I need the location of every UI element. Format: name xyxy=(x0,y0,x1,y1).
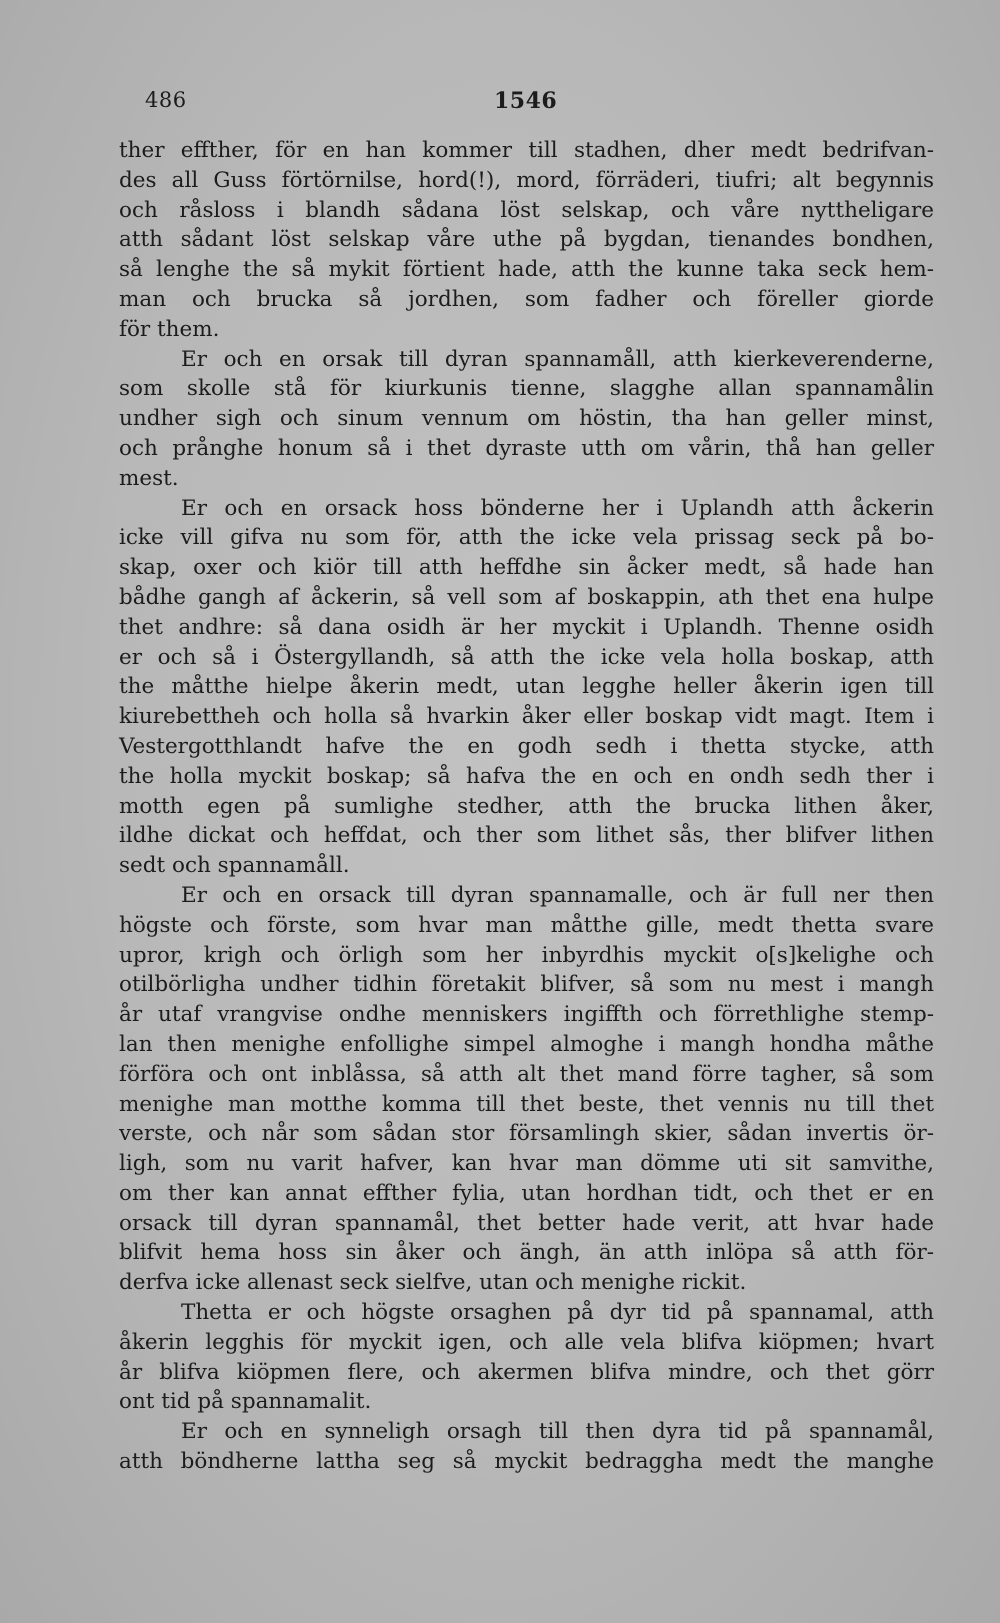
text-line: och råsloss i blandh sådana löst selskap, och våre nyttheligare xyxy=(119,197,934,223)
text-line: högste och förste, som hvar man måtthe gille, medt thetta svare xyxy=(119,912,934,938)
text-line: upror, krigh och örligh som her inbyrdhis myckit o[s]kelighe och xyxy=(119,942,934,968)
text-line: ont tid på spannamalit. xyxy=(119,1389,372,1415)
text-line: otilbörligha undher tidhin företakit blifver, så som nu mest i mangh xyxy=(119,972,934,998)
text-line: så lenghe the så mykit förtient hade, atth the kunne taka seck hem- xyxy=(119,257,934,283)
text-line: blifvit hema hoss sin åker och ängh, än atth inlöpa så atth för- xyxy=(119,1240,934,1266)
text-line: år utaf vrangvise ondhe menniskers ingiffth och förrethlighe stemp- xyxy=(119,1002,934,1028)
text-line: man och brucka så jordhen, som fadher och föreller giorde xyxy=(119,286,934,312)
text-line: kiurebettheh och holla så hvarkin åker eller boskap vidt magt. Item i xyxy=(119,704,934,730)
text-line: sedt och spannamåll. xyxy=(119,853,350,879)
text-line: år blifva kiöpmen flere, och akermen blifva mindre, och thet görr xyxy=(119,1359,934,1385)
text-line: Er och en orsack till dyran spannamalle, och är full ner then xyxy=(181,882,934,908)
text-line: thet andhre: så dana osidh är her myckit i Uplandh. Thenne osidh xyxy=(119,614,934,640)
text-line: ildhe dickat och heffdat, och ther som lithet sås, ther blifver lithen xyxy=(119,823,934,849)
text-line: Er och en orsak till dyran spannamåll, atth kierkeverenderne, xyxy=(181,346,934,372)
text-line: derfva icke allenast seck sielfve, utan och menighe rickit. xyxy=(119,1270,747,1296)
text-line: åkerin legghis för myckit igen, och alle vela blifva kiöpmen; hvart xyxy=(119,1329,934,1355)
text-line: atth böndherne lattha seg så myckit bedraggha medt the manghe xyxy=(119,1449,934,1475)
text-line: undher sigh och sinum vennum om höstin, tha han geller minst, xyxy=(119,406,934,432)
text-line: icke vill gifva nu som för, atth the icke vela prissag seck på bo- xyxy=(119,525,934,551)
text-line: Er och en orsack hoss bönderne her i Uplandh atth åckerin xyxy=(181,495,934,521)
text-line: ther effther, för en han kommer till stadhen, dher medt bedrifvan- xyxy=(119,138,934,163)
text-line: för them. xyxy=(119,316,220,342)
text-line: atth sådant löst selskap våre uthe på bygdan, tienandes bondhen, xyxy=(119,227,934,253)
text-line: er och så i Östergyllandh, så atth the icke vela holla boskap, atth xyxy=(119,644,934,670)
text-line: Vestergotthlandt hafve the en godh sedh i thetta stycke, atth xyxy=(119,733,934,759)
text-line: Thetta er och högste orsaghen på dyr tid på spannamal, atth xyxy=(181,1300,934,1326)
text-line: förföra och ont inblåssa, så atth alt thet mand förre tagher, så som xyxy=(119,1061,934,1087)
body-text xyxy=(119,136,934,1477)
text-line: om ther kan annat effther fylia, utan hordhan tidt, och thet er en xyxy=(119,1180,934,1206)
text-line: motth egen på sumlighe stedher, atth the brucka lithen åker, xyxy=(119,793,934,819)
text-line: orsack till dyran spannamål, thet better hade verit, att hvar hade xyxy=(119,1210,934,1236)
text-line: ligh, som nu varit hafver, kan hvar man dömme uti sit samvithe, xyxy=(119,1151,934,1177)
text-line: och prånghe honum så i thet dyraste utth om vårin, thå han geller xyxy=(119,435,934,461)
text-line: Er och en synneligh orsagh till then dyra tid på spannamål, xyxy=(181,1419,934,1445)
running-head-year: 1546 xyxy=(494,88,558,114)
text-line: bådhe gangh af åckerin, så vell som af boskappin, ath thet ena hulpe xyxy=(119,584,934,610)
text-line: lan then menighe enfollighe simpel almoghe i mangh hondha måthe xyxy=(119,1031,934,1057)
text-line: skap, oxer och kiör till atth heffdhe sin åcker medt, så hade han xyxy=(119,555,934,581)
text-line: des all Guss förtörnilse, hord(!), mord, förräderi, tiufri; alt begynnis xyxy=(119,167,934,193)
text-line: the måtthe hielpe åkerin medt, utan legghe heller åkerin igen till xyxy=(119,674,934,700)
text-line: mest. xyxy=(119,465,179,491)
text-line: menighe man motthe komma till thet beste, thet vennis nu till thet xyxy=(119,1091,934,1117)
text-line: verste, och når som sådan stor församlingh skier, sådan invertis ör- xyxy=(119,1121,934,1147)
page-header xyxy=(0,88,1000,122)
text-line: the holla myckit boskap; så hafva the en och en ondh sedh ther i xyxy=(119,763,934,789)
page-number: 486 xyxy=(145,88,187,112)
text-line: som skolle stå för kiurkunis tienne, slagghe allan spannamålin xyxy=(119,376,934,402)
